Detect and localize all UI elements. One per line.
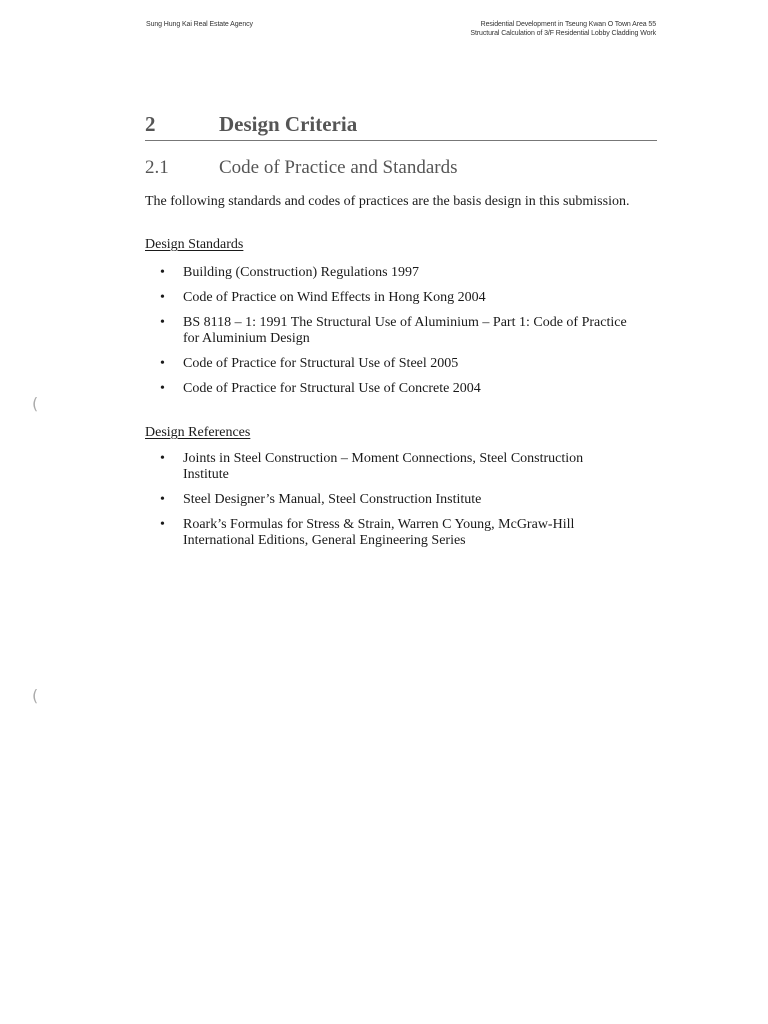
bullet-icon: •	[160, 517, 165, 532]
list-item: • Roark’s Formulas for Stress & Strain, Warren C Young, McGraw-Hill International Editions, General Engineering Series	[160, 517, 575, 548]
header-project-line-1: Residential Development in Tseung Kwan O Town Area 55	[480, 21, 656, 28]
subsection-title: Code of Practice and Standards	[219, 157, 458, 178]
intro-paragraph: The following standards and codes of practices are the basis design in this submission.	[145, 194, 630, 209]
list-item: • Building (Construction) Regulations 1997	[160, 265, 420, 280]
design-references-title: Design References	[145, 425, 251, 440]
list-item: • BS 8118 – 1: 1991 The Structural Use of Aluminium – Part 1: Code of Practice for Aluminium Design	[160, 315, 627, 346]
list-item: • Code of Practice for Structural Use of Concrete 2004	[160, 381, 481, 396]
section-number: 2	[145, 112, 156, 136]
bullet-icon: •	[160, 451, 165, 466]
list-item: • Joints in Steel Construction – Moment Connections, Steel Construction Institute	[160, 451, 584, 482]
subsection-number: 2.1	[145, 157, 169, 178]
bullet-icon: •	[160, 315, 165, 330]
header-project	[470, 20, 656, 38]
list-item: • Steel Designer’s Manual, Steel Construction Institute	[160, 492, 482, 507]
section-title: Design Criteria	[219, 112, 358, 136]
list-item: • Code of Practice on Wind Effects in Hong Kong 2004	[160, 290, 486, 305]
bullet-icon: •	[160, 265, 165, 280]
bullet-icon: •	[160, 290, 165, 305]
bullet-icon: •	[160, 492, 165, 507]
margin-mark-icon: (	[32, 686, 39, 705]
list-item: • Code of Practice for Structural Use of Steel 2005	[160, 356, 459, 371]
design-references-list	[145, 451, 665, 558]
bullet-icon: •	[160, 381, 165, 396]
section-heading	[145, 110, 657, 141]
design-standards-title: Design Standards	[145, 237, 244, 252]
margin-mark-icon: (	[32, 394, 39, 413]
bullet-icon: •	[160, 356, 165, 371]
header-project-line-2: Structural Calculation of 3/F Residential Lobby Cladding Work	[470, 30, 656, 37]
header-company: Sung Hung Kai Real Estate Agency	[146, 21, 253, 28]
design-standards-list	[145, 265, 665, 406]
